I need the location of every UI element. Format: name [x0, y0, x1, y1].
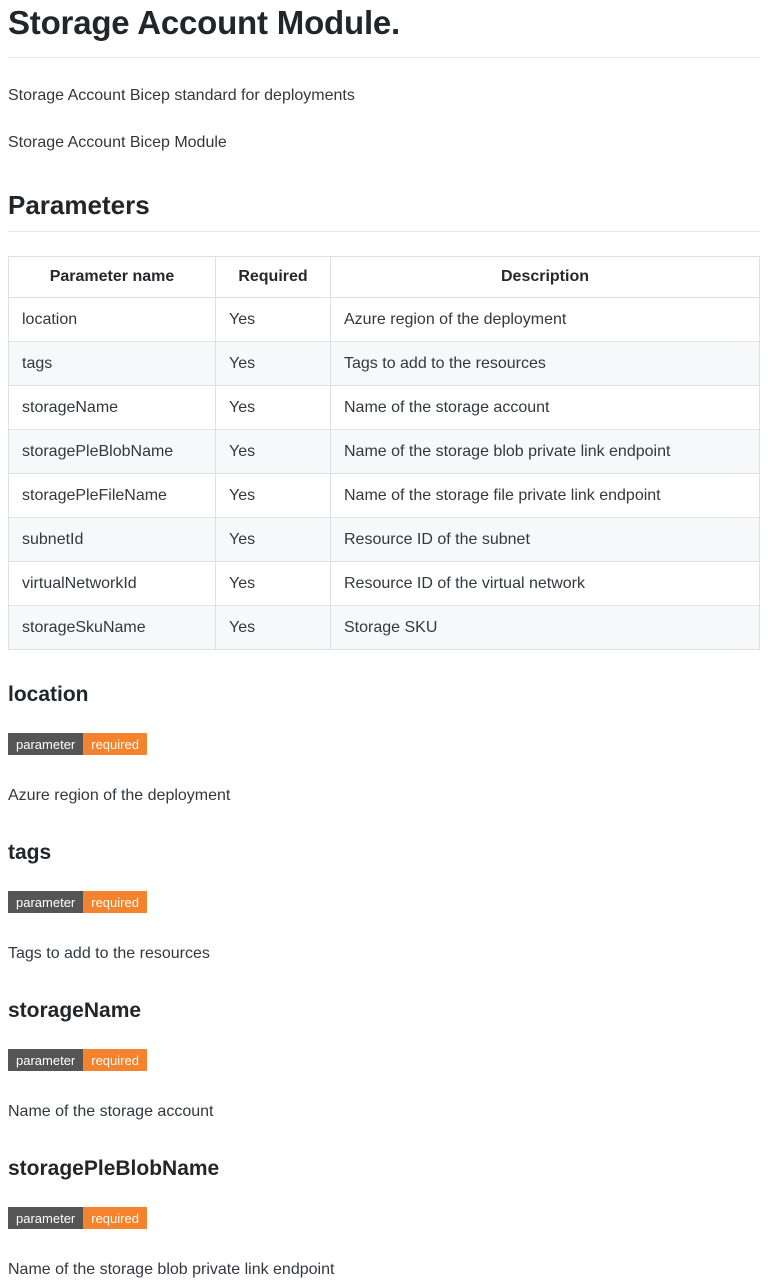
parameter-name-heading: storageName [8, 999, 142, 1022]
param-description-cell: Name of the storage blob private link endpoint [331, 430, 760, 474]
param-required-cell: Yes [216, 298, 331, 342]
parameter-required-badge [8, 891, 147, 913]
param-required-cell: Yes [216, 562, 331, 606]
column-header-parameter-name: Parameter name [9, 257, 216, 298]
column-header-description: Description [331, 257, 760, 298]
table-row [9, 386, 760, 430]
table-row [9, 430, 760, 474]
badge-required-label: required [83, 1207, 147, 1229]
badge-required-label: required [83, 733, 147, 755]
param-required-cell: Yes [216, 342, 331, 386]
document-page [0, 2, 768, 1282]
table-header-row [9, 257, 760, 298]
badge-parameter-label: parameter [8, 733, 83, 755]
table-row [9, 518, 760, 562]
param-name-cell: storageSkuName [9, 606, 216, 650]
page-title: Storage Account Module. [8, 2, 760, 58]
parameter-required-badge [8, 1049, 147, 1071]
param-required-cell: Yes [216, 430, 331, 474]
param-description-cell: Tags to add to the resources [331, 342, 760, 386]
parameter-required-badge [8, 1207, 147, 1229]
param-name-cell: storageName [9, 386, 216, 430]
param-description-cell: Resource ID of the virtual network [331, 562, 760, 606]
param-name-cell: tags [9, 342, 216, 386]
badge-parameter-label: parameter [8, 891, 83, 913]
param-description-cell: Resource ID of the subnet [331, 518, 760, 562]
param-name-cell: virtualNetworkId [9, 562, 216, 606]
parameter-description: Tags to add to the resources [8, 945, 210, 962]
param-name-cell: location [9, 298, 216, 342]
parameter-description: Name of the storage blob private link endpoint [8, 1261, 335, 1278]
parameters-heading: Parameters [8, 189, 760, 232]
badge-parameter-label: parameter [8, 1207, 83, 1229]
parameter-section-storage-name [8, 997, 760, 1124]
parameter-name-heading: tags [8, 841, 52, 864]
param-description-cell: Azure region of the deployment [331, 298, 760, 342]
param-description-cell: Name of the storage account [331, 386, 760, 430]
intro-line-2: Storage Account Bicep Module [8, 134, 227, 151]
badge-required-label: required [83, 1049, 147, 1071]
table-row [9, 342, 760, 386]
intro-line-1: Storage Account Bicep standard for deployments [8, 87, 355, 104]
parameter-section-storage-ple-blob-name [8, 1155, 760, 1282]
parameter-name-heading: storagePleBlobName [8, 1157, 220, 1180]
param-required-cell: Yes [216, 606, 331, 650]
column-header-required: Required [216, 257, 331, 298]
parameter-section-location [8, 681, 760, 808]
parameter-description: Azure region of the deployment [8, 787, 231, 804]
badge-required-label: required [83, 891, 147, 913]
table-row [9, 298, 760, 342]
param-description-cell: Name of the storage file private link endpoint [331, 474, 760, 518]
parameter-required-badge [8, 733, 147, 755]
param-required-cell: Yes [216, 474, 331, 518]
parameter-description: Name of the storage account [8, 1103, 214, 1120]
table-row [9, 606, 760, 650]
badge-parameter-label: parameter [8, 1049, 83, 1071]
param-name-cell: storagePleBlobName [9, 430, 216, 474]
param-description-cell: Storage SKU [331, 606, 760, 650]
table-row [9, 474, 760, 518]
param-name-cell: storagePleFileName [9, 474, 216, 518]
table-row [9, 562, 760, 606]
parameters-table [8, 256, 760, 650]
param-name-cell: subnetId [9, 518, 216, 562]
param-required-cell: Yes [216, 386, 331, 430]
param-required-cell: Yes [216, 518, 331, 562]
parameter-section-tags [8, 839, 760, 966]
parameter-name-heading: location [8, 683, 89, 706]
